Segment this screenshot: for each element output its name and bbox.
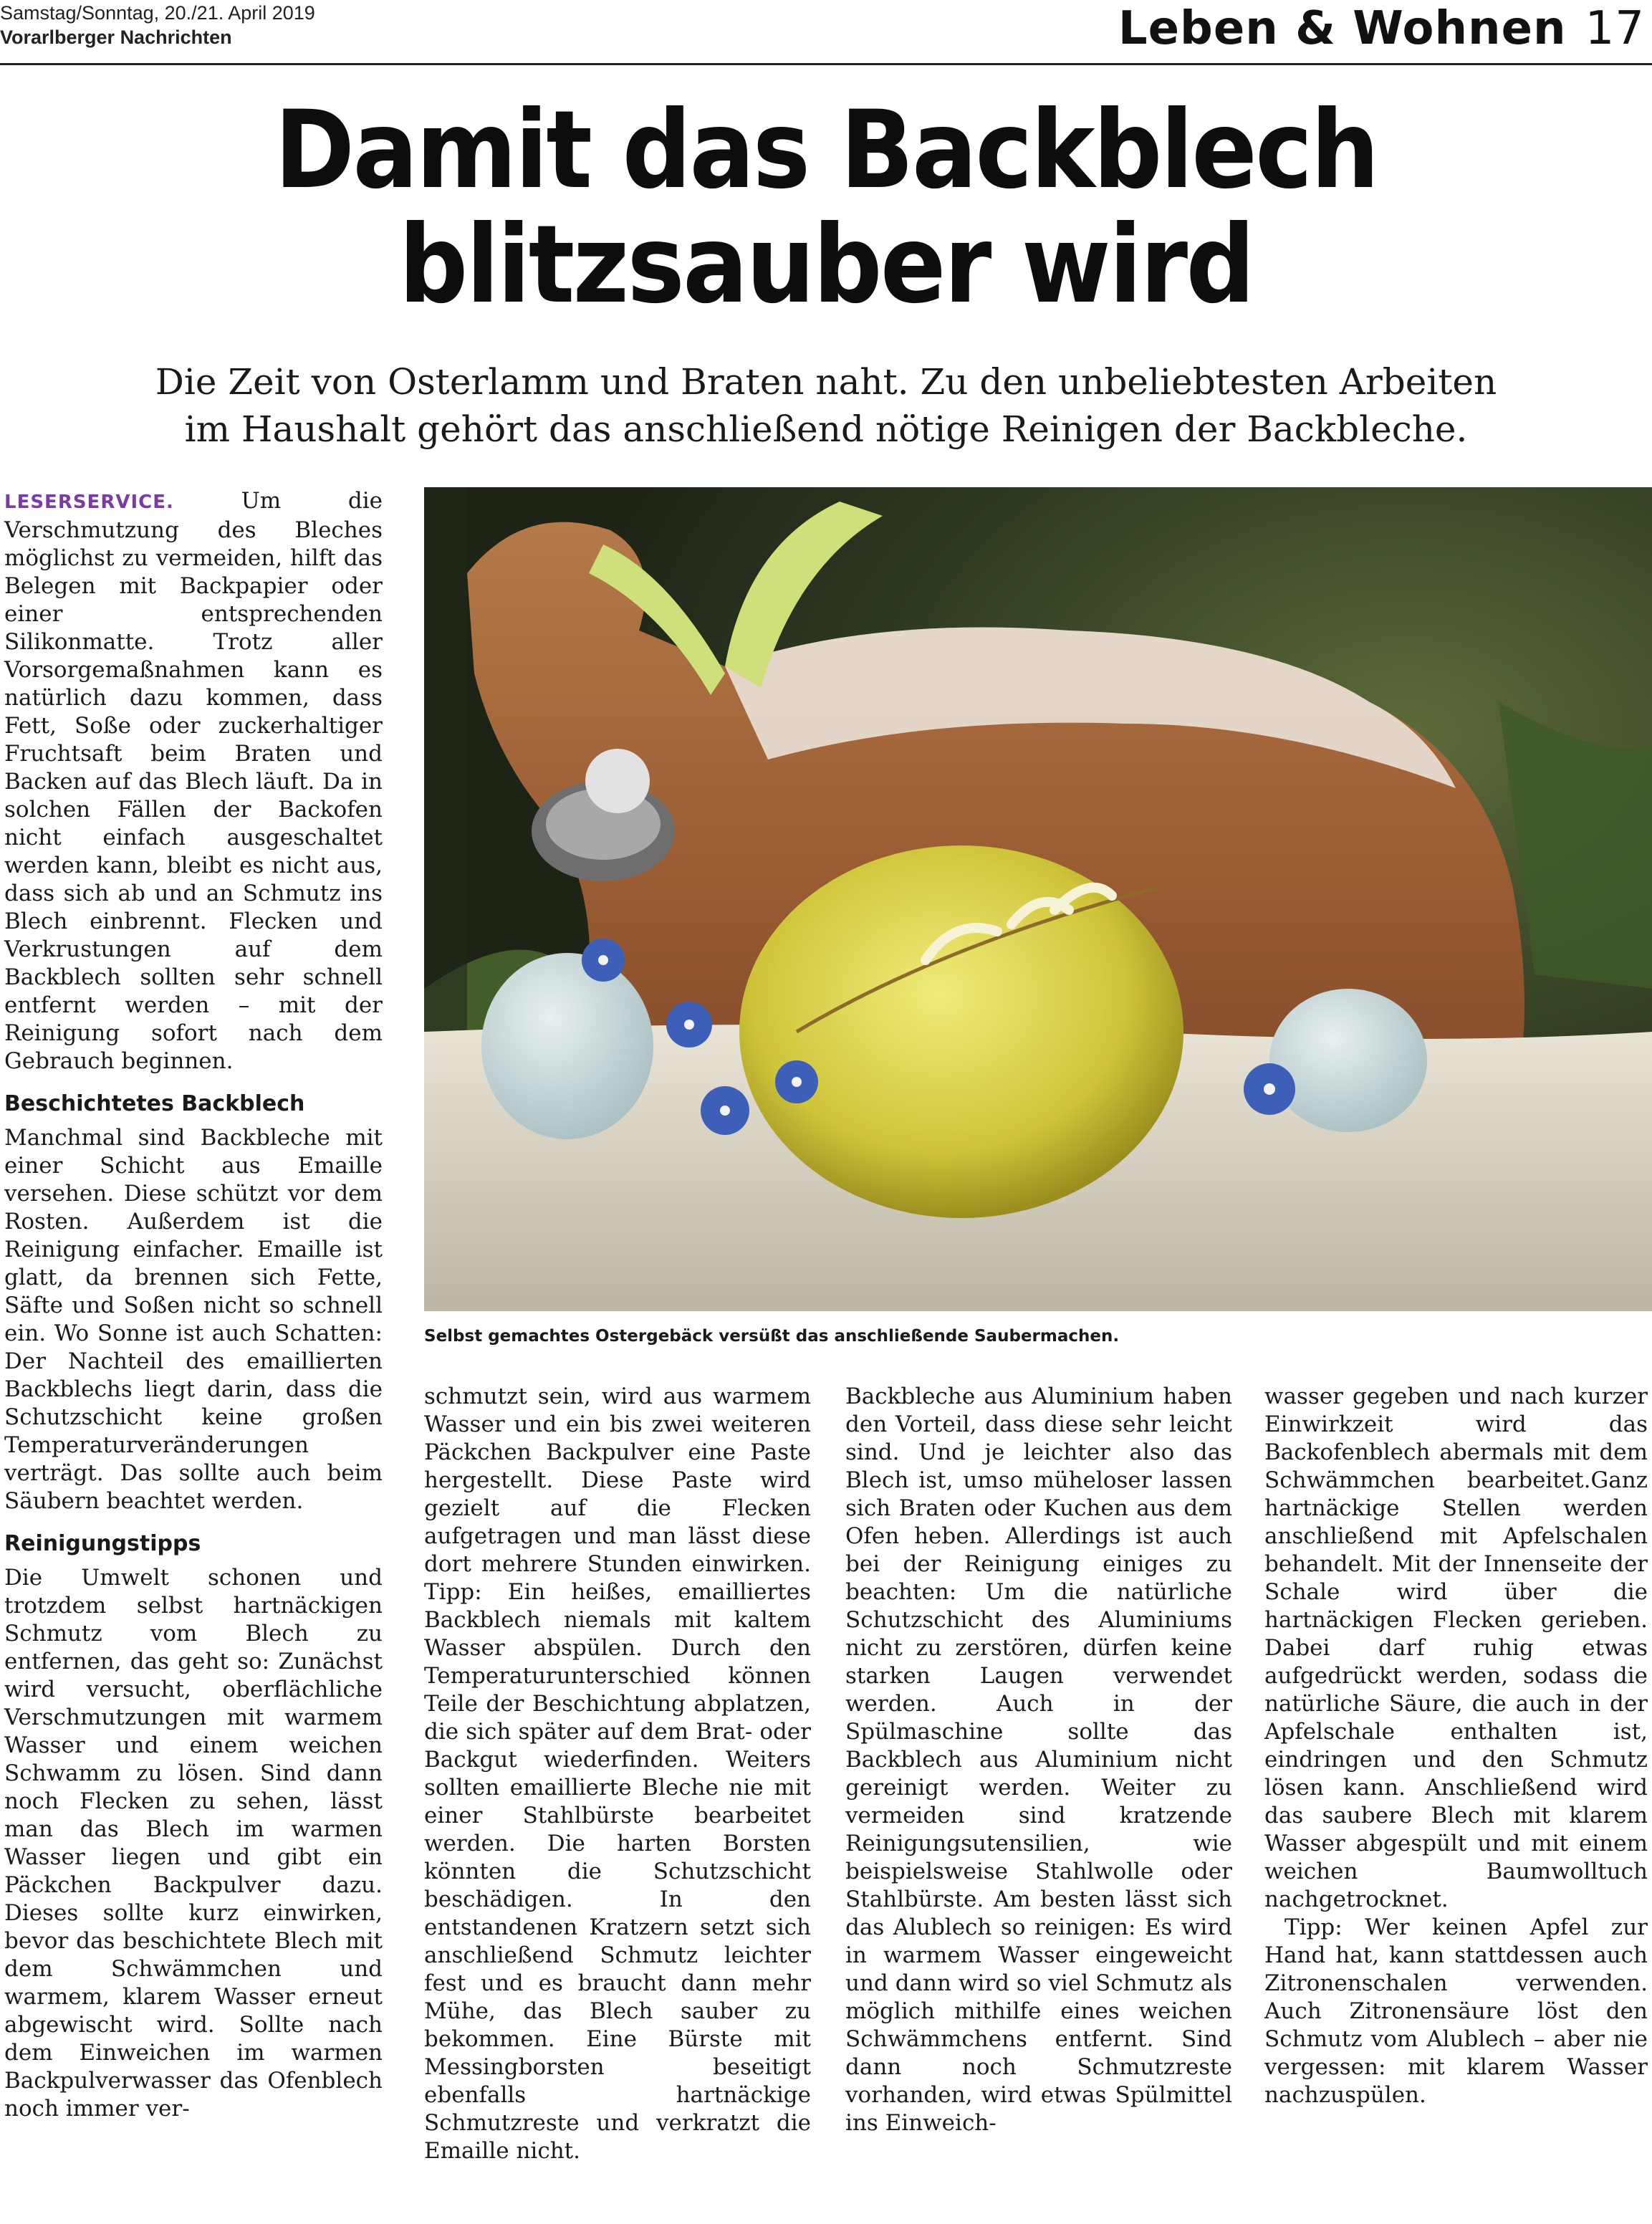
article-column-2 bbox=[424, 1383, 811, 2165]
kicker-label: LESERSERVICE. bbox=[4, 492, 174, 513]
yellow-decorated-egg bbox=[739, 845, 1183, 1218]
subheadline-line-1: Die Zeit von Osterlamm und Braten naht. Zu den unbeliebtesten Arbeiten bbox=[155, 361, 1497, 403]
subhead-coated-tray: Beschichtetes Backblech bbox=[4, 1091, 305, 1116]
header-divider bbox=[0, 63, 1652, 65]
section-name: Leben & Wohnen bbox=[1118, 2, 1567, 55]
article-headline bbox=[82, 88, 1569, 327]
issue-date: Samstag/Sonntag, 20./21. April 2019 bbox=[0, 2, 315, 24]
cleaning-tips-paragraph: Die Umwelt schonen und trotzdem selbst hartnäckigen Schmutz vom Blech zu entfernen, das geht so: Zunächst wird versucht, oberflächliche Verschmutzungen mit warmem Wasser und einem weichen Schwamm zu lösen. Sind dann noch Flecken zu sehen, lässt man das Blech im warmen Wasser liegen und gibt ein Päckchen Backpulver dazu. Dieses sollte kurz einwirken, bevor das beschichtete Blech mit dem Schwämmchen und warmem, klarem Wasser erneut abgewischt wird. Sollte nach dem Einweichen im warmen Backpulverwasser das Ofenblech noch immer ver- bbox=[4, 1565, 383, 2122]
newspaper-name: Vorarlberger Nachrichten bbox=[0, 27, 232, 48]
intro-text: Um die Verschmutzung des Bleches möglichst zu vermeiden, hilft das Belegen mit Backpapier oder einer entsprechenden Silikonmatte. Trotz aller Vorsorgemaßnahmen kann es natürlich dazu kommen, dass Fett, Soße oder zuckerhaltiger Fruchtsaft beim Braten und Backen auf das Blech läuft. Da in solchen Fällen der Backofen nicht einfach ausgeschaltet werden kann, bleibt es nicht aus, dass sich ab und an Schmutz ins Blech einbrennt. Flecken und Verkrustungen auf dem Backblech sollten sehr schnell entfernt werden – mit der Reinigung sofort nach dem Gebrauch beginnen. bbox=[4, 488, 383, 1074]
page-number: 17 bbox=[1585, 2, 1645, 55]
photo-caption: Selbst gemachtes Ostergebäck versüßt das anschließende Saubermachen. bbox=[424, 1327, 1120, 1346]
column-3-paragraph: Backbleche aus Aluminium haben den Vorteil, dass diese sehr leicht sind. Und je leichter also das Blech ist, umso müheloser lassen sich Braten oder Kuchen aus dem Ofen heben. Allerdings ist auch bei der Reinigung einiges zu beachten: Um die natürliche Schutzschicht des Aluminiums nicht zu zerstören, dürfen keine starken Laugen verwendet werden. Auch in der Spülmaschine sollte das Backblech aus Aluminium nicht gereinigt werden. Weiter zu vermeiden sind kratzende Reinigungsutensilien, wie beispielsweise Stahlwolle oder Stahlbürste. Am besten lässt sich das Alublech so reinigen: Es wird in warmem Wasser eingeweicht und dann wird so viel Schmutz als möglich mithilfe eines weichen Schwämmchens entfernt. Sind dann noch Schmutzreste vorhanden, wird etwas Spülmittel ins Einweich- bbox=[845, 1384, 1232, 2136]
coated-tray-paragraph: Manchmal sind Backbleche mit einer Schicht aus Emaille versehen. Diese schützt vor dem Rosten. Außerdem ist die Reinigung einfacher. Emaille ist glatt, da brennen sich Fette, Säfte und Soßen nicht so schnell ein. Wo Sonne ist auch Schatten: Der Nachteil des emaillierten Backblechs liegt darin, dass die Schutzschicht keine großen Temperaturveränderungen verträgt. Das sollte auch beim Säubern beachtet werden. bbox=[4, 1125, 383, 1514]
article-column-4 bbox=[1264, 1383, 1648, 2109]
photo-illustration bbox=[424, 487, 1652, 1311]
headline-line-1: Damit das Backblech bbox=[274, 88, 1378, 213]
section-title bbox=[1118, 1, 1645, 56]
easter-lamb-photo bbox=[424, 487, 1652, 1311]
column-4-paragraph-1: wasser gegeben und nach kurzer Einwirkzeit wird das Backofenblech abermals mit dem Schwämmchen bearbeitet.Ganz hartnäckige Stellen werden anschließend mit Apfelschalen behandelt. Mit der Innenseite der Schale wird über die hartnäckigen Flecken gerieben. Dabei darf ruhig etwas aufgedrückt werden, sodass die natürliche Säure, die auch in der Apfelschale enthalten ist, eindringen und den Schmutz lösen kann. Anschließend wird das saubere Blech mit klarem Wasser abgespült und mit einem weichen Baumwolltuch nachgetrocknet. bbox=[1264, 1384, 1648, 1912]
article-column-1 bbox=[4, 487, 383, 2123]
speckled-egg bbox=[481, 953, 653, 1139]
subhead-cleaning-tips: Reinigungstipps bbox=[4, 1531, 201, 1556]
column-2-paragraph: schmutzt sein, wird aus warmem Wasser und ein bis zwei weiteren Päckchen Backpulver eine Paste hergestellt. Diese Paste wird gezielt auf die Flecken aufgetragen und man lässt diese dort mehrere Stunden einwirken. Tipp: Ein heißes, emailliertes Backblech niemals mit kaltem Wasser abspülen. Durch den Temperaturunterschied können Teile der Beschichtung abplatzen, die sich später auf dem Brat- oder Backgut wiederfinden. Weiters sollten emaillierte Bleche nie mit einer Stahlbürste bearbeitet werden. Die harten Borsten könnten die Schutzschicht beschädigen. In den entstandenen Kratzern setzt sich anschließend Schmutz leichter fest und es braucht dann mehr Mühe, das Blech sauber zu bekommen. Eine Bürste mit Messingborsten beseitigt ebenfalls hartnäckige Schmutzreste und verkratzt die Emaille nicht. bbox=[424, 1384, 811, 2164]
white-egg bbox=[1269, 989, 1427, 1132]
article-subheadline bbox=[0, 358, 1652, 453]
article-column-3 bbox=[845, 1383, 1232, 2137]
column-4-paragraph-2: Tipp: Wer keinen Apfel zur Hand hat, kann stattdessen auch Zitronenschalen verwenden. Auch Zitronensäure löst den Schmutz vom Alublech – aber nie vergessen: mit klarem Wasser nachzuspülen. bbox=[1264, 1914, 1648, 2108]
subheadline-line-2: im Haushalt gehört das anschließend nötige Reinigen der Backbleche. bbox=[184, 408, 1468, 450]
intro-paragraph bbox=[4, 487, 383, 1075]
headline-line-2: blitzsauber wird bbox=[398, 203, 1254, 327]
